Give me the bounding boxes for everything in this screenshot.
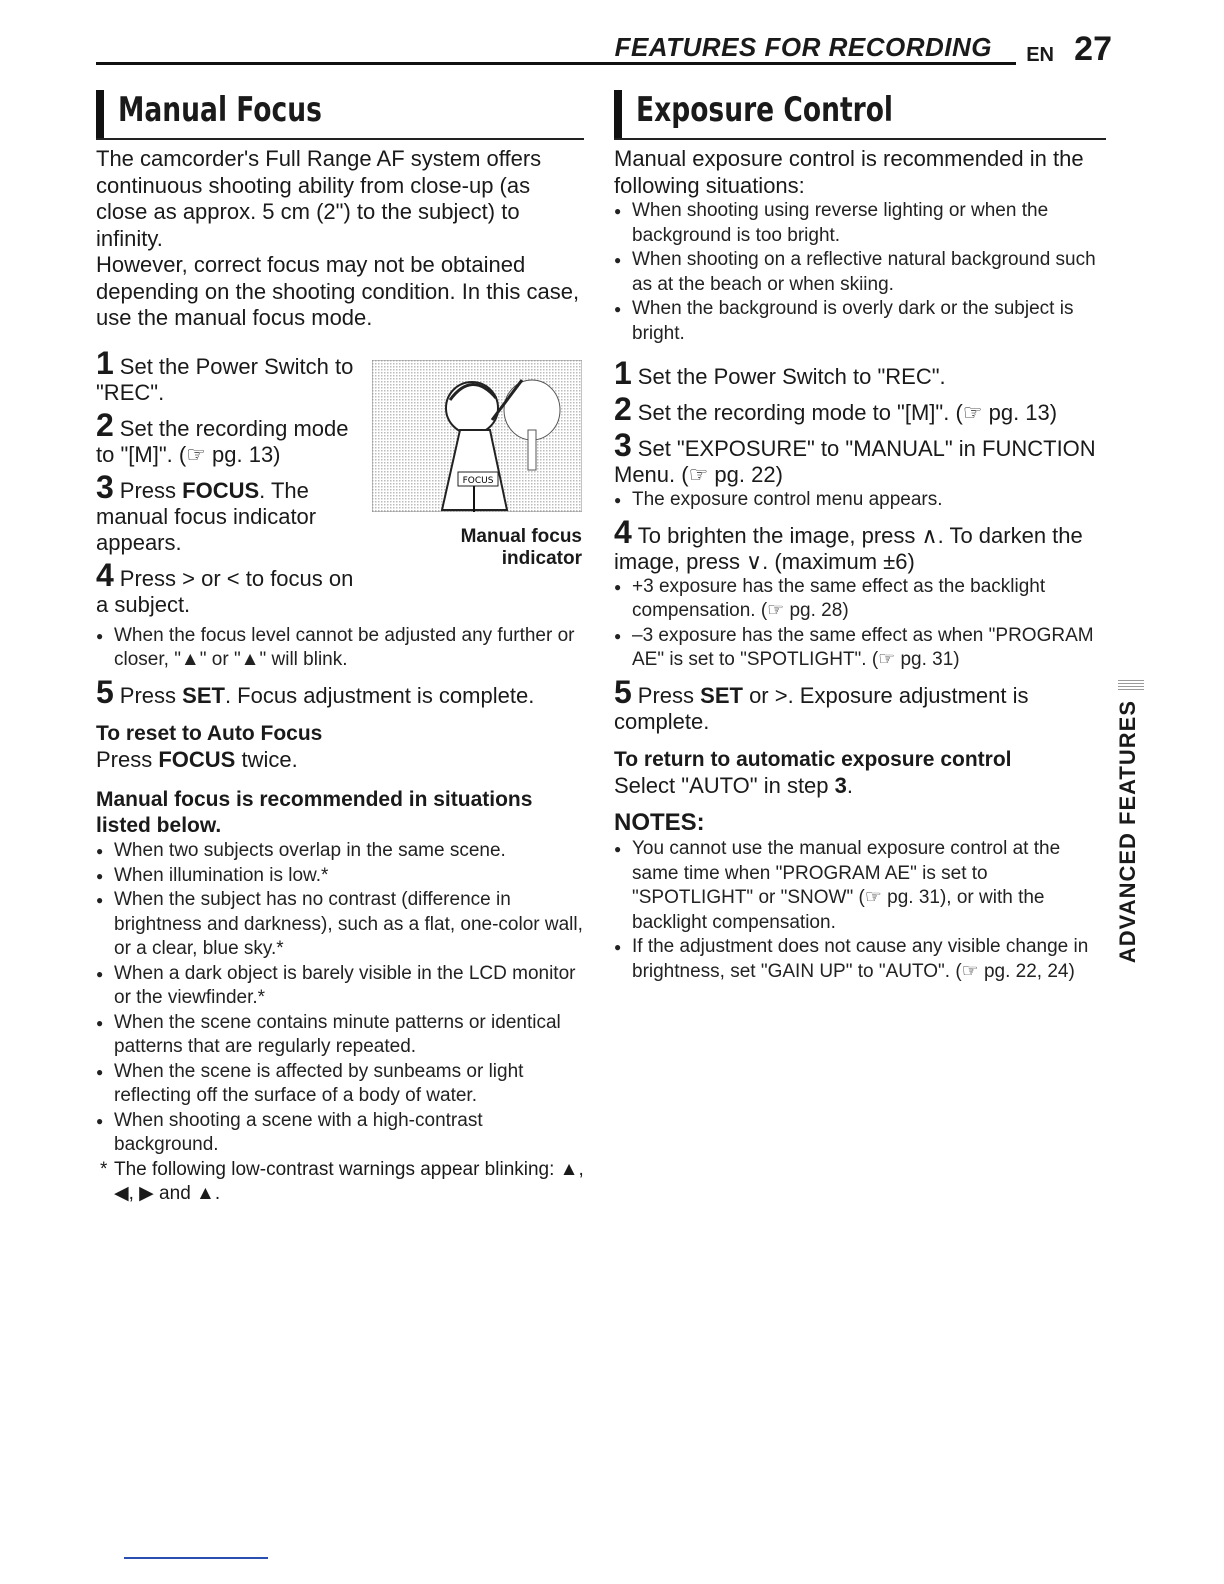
list-item: ● –3 exposure has the same effect as when "PROGRAM AE" is set to "SPOTLIGHT". (☞ pg. 31) [614,624,1106,673]
section-title: Exposure Control [636,90,894,130]
list-item: ● If the adjustment does not cause any visible change in brightness, set "GAIN UP" to "AUTO". (☞ pg. 22, 24) [614,935,1106,984]
list-item: ● When a dark object is barely visible in the LCD monitor or the viewfinder.* [96,962,584,1011]
camera-subject-icon [372,360,582,512]
exposure-control-section [614,86,1106,984]
step-5: 5 Press SET or >. Exposure adjustment is complete. [614,673,1029,734]
list-item: ● When the scene is affected by sunbeams or light reflecting off the surface of a body of water. [96,1060,584,1109]
recommend-list [96,839,584,1158]
recommend-heading: Manual focus is recommended in situations listed below. [96,788,533,837]
return-heading: To return to automatic exposure control [614,747,1012,771]
footnote: * The following low-contrast warnings appear blinking: ▲, ◀, ▶ and ▲. [96,1158,584,1207]
step-5: 5 Press SET. Focus adjustment is complete. [96,673,535,710]
heading-bar [614,90,622,138]
header-language: EN [1026,44,1054,66]
intro-text: Manual exposure control is recommended in the following situations: [614,146,1084,198]
step-4: 4 Press > or < to focus on a subject. [96,556,354,617]
list-item: ● You cannot use the manual exposure control at the same time when "PROGRAM AE" is set to "SPOTLIGHT" or "SNOW" (☞ pg. 31), or with the backlight compensation. [614,837,1106,935]
list-item: ● When shooting using reverse lighting or when the background is too bright. [614,199,1106,248]
manual-focus-illustration [372,360,582,512]
return-text: Select "AUTO" in step 3. [614,772,854,798]
tab-stripes [1118,680,1144,690]
list-item: ● When the scene contains minute patterns or identical patterns that are regularly repeated. [96,1011,584,1060]
section-title: Manual Focus [118,90,322,130]
header-title: FEATURES FOR RECORDING [614,32,992,62]
illustration-caption [372,526,582,570]
page-number: 27 [1074,30,1112,68]
section-heading [96,86,584,140]
page-header [96,32,1112,66]
reset-text: Press FOCUS twice. [96,746,298,772]
step-4-notes [96,624,584,673]
step-2: 2 Set the recording mode to "[M]". (☞ pg. 13) [96,406,349,467]
step-3-notes [614,488,1106,513]
manual-focus-section [96,86,584,1207]
intro-text-2: However, correct focus may not be obtained depending on the shooting condition. In this case, use the manual focus mode. [96,252,580,330]
caption-line-2: indicator [501,548,582,569]
svg-text:FOCUS: FOCUS [462,476,494,486]
list-item: ● When the background is overly dark or the subject is bright. [614,297,1106,346]
step-1: 1 Set the Power Switch to "REC". [614,355,946,391]
side-tab-label: ADVANCED FEATURES [1115,700,1140,964]
step-4-notes [614,575,1106,673]
step-list [614,355,1106,735]
list-item: ● When illumination is low.* [96,864,584,889]
step-3: 3 Press FOCUS. The manual focus indicator appears. [96,468,317,555]
step-2: 2 Set the recording mode to "[M]". (☞ pg. 13) [614,391,1058,427]
list-item: ● When the subject has no contrast (difference in brightness and darkness), such as a flat, one-color wall, or a clear, blue sky.* [96,888,584,962]
step-1: 1 Set the Power Switch to "REC". [96,344,354,405]
step-4: 4 To brighten the image, press ∧. To darken the image, press ∨. (maximum ±6) [614,513,1083,574]
step-3: 3 Set "EXPOSURE" to "MANUAL" in FUNCTION Menu. (☞ pg. 22) [614,427,1096,487]
heading-bar [96,90,104,138]
intro-text: The camcorder's Full Range AF system offers continuous shooting ability from close-up (as close as approx. 5 cm (2") to the subject) to infinity. [96,146,542,251]
situation-list [614,199,1106,346]
list-item: ● The exposure control menu appears. [614,488,1106,513]
list-item: ● +3 exposure has the same effect as the backlight compensation. (☞ pg. 28) [614,575,1106,624]
bottom-rule [124,1557,268,1559]
section-heading [614,86,1106,140]
reset-heading: To reset to Auto Focus [96,721,323,745]
notes-heading: NOTES: [614,809,705,836]
caption-line-1: Manual focus [460,526,582,547]
side-tab [1112,680,1142,964]
list-item: ● When shooting a scene with a high-contrast background. [96,1109,584,1158]
list-item: ● When two subjects overlap in the same scene. [96,839,584,864]
list-item: ● When shooting on a reflective natural background such as at the beach or when skiing. [614,248,1106,297]
notes-list [614,837,1106,984]
list-item: ● When the focus level cannot be adjusted any further or closer, "▲" or "▲" will blink. [96,624,584,673]
